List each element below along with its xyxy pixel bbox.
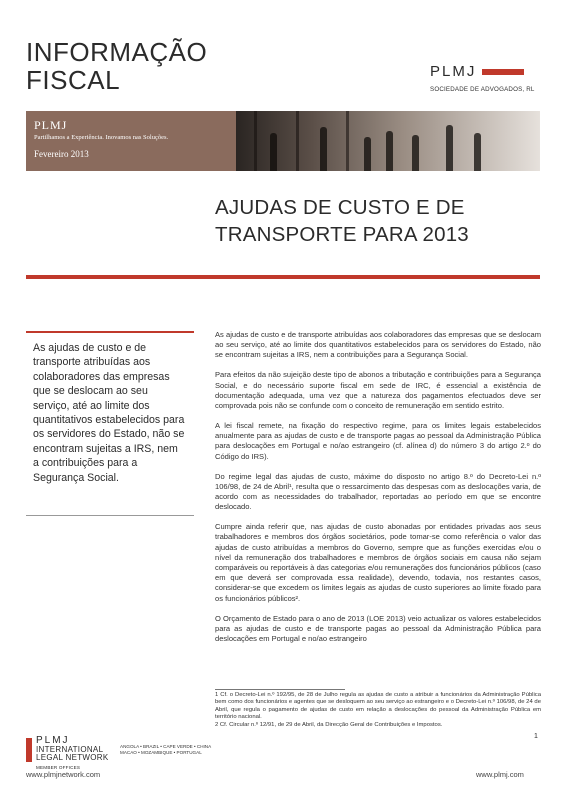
photo-person — [446, 125, 453, 171]
photo-person — [412, 135, 419, 171]
network-brand: PLMJ — [36, 735, 70, 746]
banner-tagline: Partilhamos a Experiência. Inovamos nas Soluções. — [34, 134, 169, 141]
photo-person — [364, 137, 371, 171]
article-title — [215, 194, 535, 248]
body-paragraph: As ajudas de custo e de transporte atribuídas aos colaboradores das empresas que se deslocam ao seu serviço, até ao limite dos quantitativos estabelecidos para os servidores do Estado, não se encontram sujeitas a IRS, nem a contribuições para a Segurança Social. — [215, 330, 541, 360]
body-paragraph: Cumpre ainda referir que, nas ajudas de custo abonadas por entidades privadas aos seus trabalhadores e membros dos órgãos societários, pode tomar-se como referência o valor das ajudas de custo atribuídas a membros do Governo, sempre que as funções exercidas e/ou o nível da remuneração dos trabalhadores e membros de órgãos sociais em causa não sejam comparáveis ou reportáveis à das categorias e/ou remunerações dos funcionários públicos (caso em que deverá ser comprovada essa realidade), devendo, todavia, nos restantes casos, considerar-se que excedem os limites legais as ajudas de custo superiores ao limite fixado para os funcionários públicos². — [215, 522, 541, 603]
footnote: 1 Cf. o Decreto-Lei n.º 192/95, de 28 de Julho regula as ajudas de custo a atribuir a funcionários da Administração Pública bem como dos funcionários e agentes que se desloquem ao seu serviço ao estrangeiro e o Decreto-Lei n.º 106/98, de 24 de Abril, que regula o pagamento de ajudas de custo em relação a deslocações do pessoal da Administração Pública em território nacional. — [215, 692, 541, 721]
banner-brand: PLMJ — [34, 118, 68, 132]
banner-photo — [236, 111, 540, 171]
document-title-line1: INFORMAÇÃO — [26, 37, 208, 67]
photo-person — [320, 127, 327, 171]
pull-quote-bottom-rule — [26, 515, 194, 516]
title-divider — [26, 275, 540, 279]
logo-accent-bar — [482, 69, 524, 75]
page-number: 1 — [534, 733, 538, 740]
footnote-rule — [215, 689, 345, 690]
banner — [26, 111, 540, 171]
body-paragraph: Para efeitos da não sujeição deste tipo de abonos a tributação e contribuições para a Segurança Social, e do necessário suporte fiscal em sede de IRC, é essencial a existência de documentação adequada, uma vez que a natureza dos pagamentos efectuados deve ser comprovada pois não se confunde com o conceito de remuneração em sentido estrito. — [215, 370, 541, 411]
article-title-line2: TRANSPORTE PARA 2013 — [215, 223, 469, 246]
logo-subtitle: SOCIEDADE DE ADVOGADOS, RL — [430, 86, 535, 93]
photo-person — [386, 131, 393, 171]
banner-date: Fevereiro 2013 — [34, 149, 89, 159]
body-paragraph: A lei fiscal remete, na fixação do respectivo regime, para os limites legais estabelecidos anualmente para as ajudas de custo e de transporte pagas ao pessoal da Administração Pública para deslocações em Portugal e no/ao estrangeiro (cf. alínea d) do número 3 do artigo 2.º do Código do IRS). — [215, 421, 541, 461]
document-title-line2: FISCAL — [26, 65, 121, 95]
network-logo — [26, 736, 109, 772]
plmj-url-link[interactable]: www.plmj.com — [476, 770, 524, 779]
banner-panel — [26, 111, 236, 171]
article-body — [215, 330, 541, 654]
photo-person — [474, 133, 481, 171]
logo-text: PLMJ — [430, 63, 477, 80]
network-members: MEMBER OFFICES — [36, 765, 81, 770]
photo-pillar — [296, 111, 299, 171]
body-paragraph: Do regime legal das ajudas de custo, máxime do disposto no artigo 8.º do Decreto-Lei n.º 106/98, de 24 de Abril¹, resulta que o ressarcimento das despesas com as deslocações varia, de acordo com as necessidades do trabalhador, reportadas ao período em que se encontre deslocado. — [215, 471, 541, 512]
footnotes — [215, 692, 541, 729]
network-url-link[interactable]: www.plmjnetwork.com — [26, 770, 101, 779]
countries-line: MACAO • MOZAMBIQUE • PORTUGAL — [120, 750, 202, 755]
pull-quote: As ajudas de custo e de transporte atribuídas aos colaboradores das empresas que se deslocam ao seu serviço, até ao limite dos quantitativos estabelecidos para os servidores do Estado, não se encontram sujeitas a IRS, nem a contribuições para a Segurança Social. — [33, 342, 185, 484]
network-logo-mark — [26, 738, 32, 762]
document-title — [26, 38, 266, 94]
photo-pillar — [254, 111, 257, 171]
countries-line: ANGOLA • BRAZIL • CAPE VERDE • CHINA — [120, 744, 212, 749]
pull-quote-rule — [26, 331, 194, 333]
photo-pillar — [346, 111, 349, 171]
photo-person — [270, 133, 277, 171]
body-paragraph: O Orçamento de Estado para o ano de 2013 (LOE 2013) veio actualizar os valores estabelecidos para as ajudas de custo e de transporte pagas ao pessoal da Administração Pública para deslocações em Portugal e no/ao estrangeiro — [215, 613, 541, 644]
plmj-logo — [430, 63, 542, 93]
network-line2: LEGAL NETWORK — [36, 753, 109, 762]
footnote: 2 Cf. Circular n.º 12/91, de 29 de Abril, da Direcção Geral de Contribuições e Impostos. — [215, 721, 443, 728]
network-countries — [120, 744, 220, 756]
network-line1: INTERNATIONAL — [36, 745, 104, 754]
article-title-line1: AJUDAS DE CUSTO E DE — [215, 196, 465, 219]
